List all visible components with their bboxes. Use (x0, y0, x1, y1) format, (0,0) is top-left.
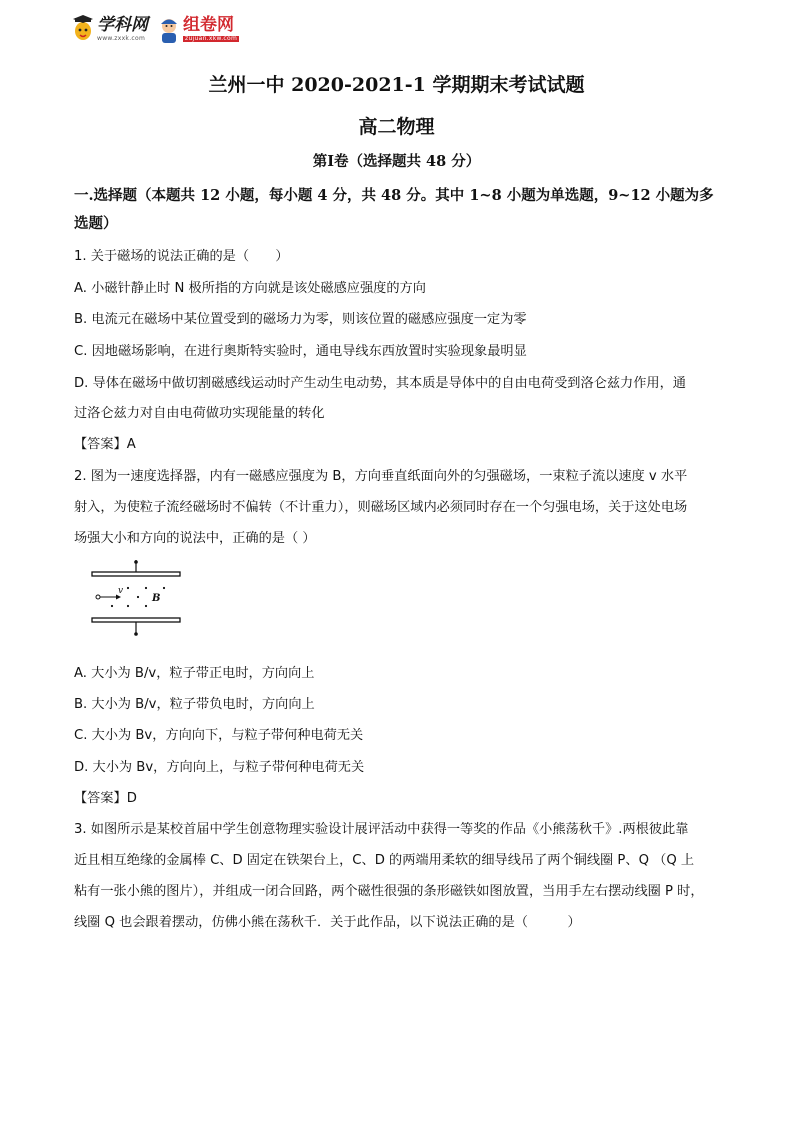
velocity-selector-figure (80, 556, 190, 642)
q2-stem-3: 场强大小和方向的说法中，正确的是（ ） (74, 531, 316, 546)
q2-option-d: D. 大小为 Bv，方向向上，与粒子带何种电荷无关 (74, 760, 365, 775)
q2-option-b: B. 大小为 B/v，粒子带负电时，方向向上 (74, 697, 315, 712)
q3-stem-2: 近且相互绝缘的金属棒 C、D 固定在铁架台上，C、D 的两端用柔软的细导线吊了两个铜线圈 P、Q （Q 上 (74, 853, 695, 868)
q1-option-d: D. 导体在磁场中做切割磁感线运动时产生动生电动势，其本质是导体中的自由电荷受到洛仑兹力作用，通 (74, 376, 686, 391)
q3-stem-3: 粘有一张小熊的图片），并组成一闭合回路，两个磁性很强的条形磁铁如图放置，当用手左右摆动线圈 P 时， (74, 884, 704, 899)
exam-subject: 高二物理 (358, 116, 435, 138)
logo2-url: zujuan.xkw.com (185, 34, 238, 42)
logo1-name: 学科网 (97, 14, 148, 35)
instruction-line-2: 选题） (74, 215, 118, 232)
q1-answer: 【答案】A (74, 437, 136, 452)
q2-stem-2: 射入，为使粒子流经磁场时不偏转（不计重力），则磁场区域内必须同时存在一个匀强电场，关于这处电场 (74, 500, 688, 515)
header-logos (72, 12, 239, 46)
mascot-icon (72, 15, 94, 43)
field-label: B (152, 593, 161, 604)
q1-option-a: A. 小磁针静止时 N 极所指的方向就是该处磁感应强度的方向 (74, 281, 426, 296)
instruction-line-1: 一.选择题（本题共 12 小题，每小题 4 分，共 48 分。其中 1~8 小题为单选题，9~12 小题为多 (74, 187, 714, 204)
xuekewang-logo[interactable] (72, 15, 148, 43)
q2-answer: 【答案】D (74, 791, 137, 806)
q1-option-c: C. 因地磁场影响，在进行奥斯特实验时，通电导线东西放置时实验现象最明显 (74, 344, 527, 359)
q1-option-d-cont: 过洛仑兹力对自由电荷做功实现能量的转化 (74, 406, 325, 421)
q3-stem-1: 3. 如图所示是某校首届中学生创意物理实验设计展评活动中获得一等奖的作品《小熊荡秋千》.两根彼此靠 (74, 822, 689, 837)
q1-stem: 1. 关于磁场的说法正确的是（ ） (74, 249, 289, 264)
q2-stem-1: 2. 图为一速度选择器，内有一磁感应强度为 B，方向垂直纸面向外的匀强磁场，一束粒子流以速度 v 水平 (74, 469, 688, 484)
q3-stem-4: 线圈 Q 也会跟着摆动，仿佛小熊在荡秋千．关于此作品，以下说法正确的是（ ） (74, 915, 581, 930)
section-heading: 第Ⅰ卷（选择题共 48 分） (312, 153, 481, 170)
q1-option-b: B. 电流元在磁场中某位置受到的磁场力为零，则该位置的磁感应强度一定为零 (74, 312, 527, 327)
exam-title: 兰州一中 2020-2021-1 学期期末考试试题 (208, 74, 585, 96)
velocity-label: v (118, 586, 124, 596)
logo1-url: www.zxxk.com (97, 34, 146, 42)
q2-option-a: A. 大小为 B/v，粒子带正电时，方向向上 (74, 666, 315, 681)
q2-option-c: C. 大小为 Bv，方向向下，与粒子带何种电荷无关 (74, 728, 364, 743)
logo2-name: 组卷网 (183, 14, 234, 35)
zujuanwang-logo[interactable] (158, 15, 239, 43)
student-icon (158, 15, 180, 43)
